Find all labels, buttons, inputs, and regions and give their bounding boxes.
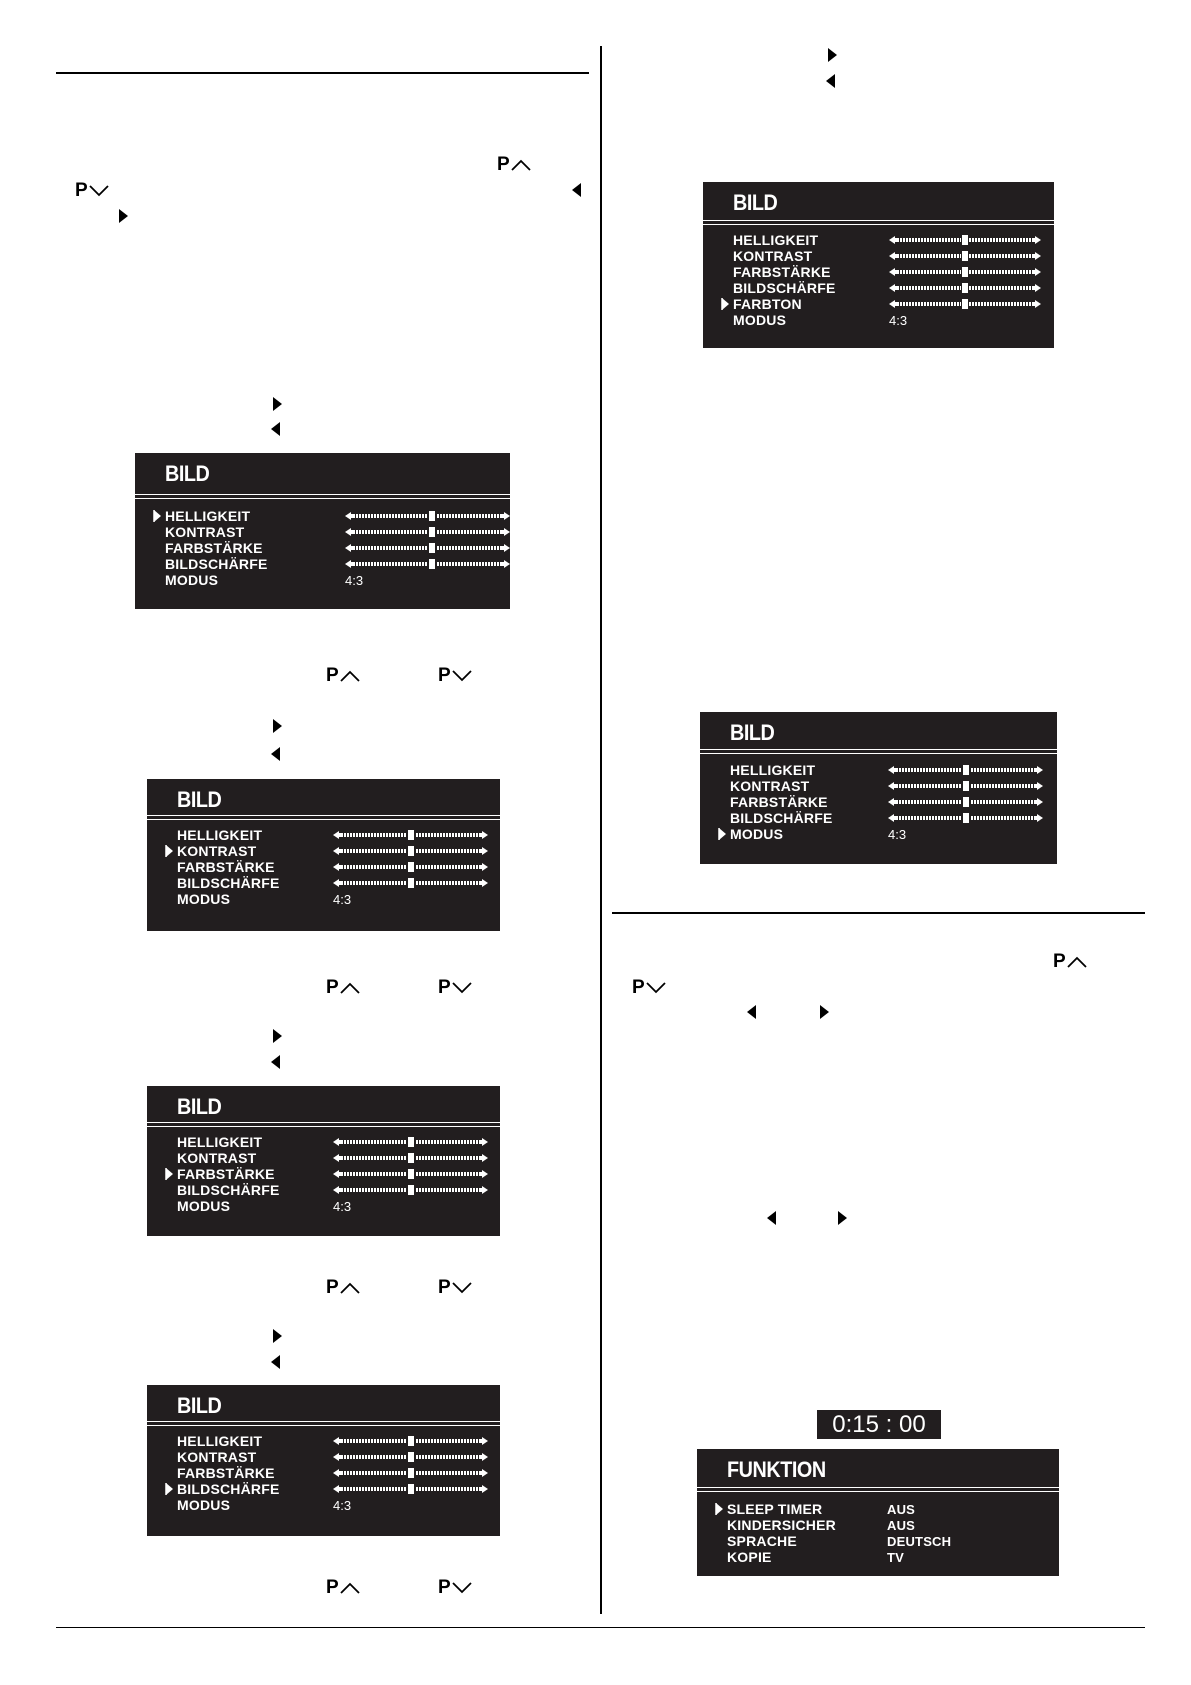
arrow-left-icon	[345, 527, 353, 537]
menu-item[interactable]	[733, 280, 836, 296]
menu-item-label: KONTRAST	[165, 524, 245, 540]
menu-item-value: 4:3	[333, 1198, 352, 1214]
arrow-right-icon	[502, 559, 510, 569]
slider-knob[interactable]	[962, 780, 970, 792]
chevron-up-icon	[510, 158, 532, 172]
arrow-right-icon	[480, 830, 488, 840]
menu-item-value: AUS	[887, 1501, 916, 1517]
chevron-up-icon	[339, 669, 361, 683]
arrow-left-icon	[888, 765, 896, 775]
arrow-left-icon	[345, 559, 353, 569]
p-label: P	[326, 1277, 339, 1298]
value-slider[interactable]	[889, 283, 1041, 293]
menu-item-label: SPRACHE	[727, 1533, 797, 1549]
menu-item-value: AUS	[887, 1517, 916, 1533]
menu-item[interactable]	[730, 778, 833, 794]
selection-cursor-icon	[153, 510, 161, 522]
arrow-left-icon	[889, 299, 897, 309]
p-label: P	[438, 665, 451, 686]
value-slider[interactable]	[888, 813, 1043, 823]
menu-item[interactable]	[177, 1150, 280, 1166]
menu-item[interactable]	[727, 1517, 916, 1533]
arrow-left-icon	[889, 283, 897, 293]
p-down-symbol	[438, 1278, 473, 1297]
value-slider[interactable]	[333, 1185, 488, 1195]
chevron-down-icon	[645, 981, 667, 995]
arrow-left-icon	[333, 1169, 341, 1179]
value-slider[interactable]	[345, 511, 510, 521]
slider-knob[interactable]	[962, 812, 970, 824]
menu-item-label: HELLIGKEIT	[165, 508, 251, 524]
selection-cursor-icon	[721, 298, 729, 310]
menu-item[interactable]	[165, 508, 268, 524]
value-slider[interactable]	[889, 299, 1041, 309]
value-slider[interactable]	[333, 878, 488, 888]
arrow-left-icon	[333, 1153, 341, 1163]
menu-item[interactable]	[730, 810, 833, 826]
bild-menu-contrast	[147, 779, 500, 931]
chevron-down-icon	[451, 1281, 473, 1295]
value-slider[interactable]	[333, 1468, 488, 1478]
arrow-left-icon	[747, 1005, 756, 1019]
value-slider[interactable]	[333, 1436, 488, 1446]
arrow-right-icon	[273, 1029, 282, 1043]
menu-item-value: 4:3	[889, 312, 908, 328]
menu-title: BILD	[177, 1393, 222, 1418]
arrow-left-icon	[333, 878, 341, 888]
menu-item-value: 4:3	[333, 891, 352, 907]
arrow-right-icon	[1033, 235, 1041, 245]
menu-item[interactable]	[733, 264, 836, 280]
menu-item[interactable]	[165, 556, 268, 572]
menu-item-label: KONTRAST	[177, 1449, 257, 1465]
menu-item-label: FARBSTÄRKE	[733, 264, 831, 280]
selection-cursor-icon	[165, 1483, 173, 1495]
slider-knob[interactable]	[961, 266, 969, 278]
arrow-left-icon	[888, 797, 896, 807]
slider-knob[interactable]	[961, 282, 969, 294]
menu-item-value: 4:3	[345, 572, 364, 588]
slider-knob[interactable]	[428, 526, 436, 538]
menu-item-value: 4:3	[888, 826, 907, 842]
slider-knob[interactable]	[407, 1168, 415, 1180]
value-slider[interactable]	[889, 267, 1041, 277]
menu-item[interactable]	[165, 572, 364, 588]
menu-item[interactable]	[177, 891, 352, 907]
chevron-up-icon	[1066, 955, 1088, 969]
arrow-right-icon	[273, 397, 282, 411]
slider-knob[interactable]	[407, 845, 415, 857]
selection-cursor-icon	[715, 1503, 723, 1515]
chevron-down-icon	[88, 184, 110, 198]
value-slider[interactable]	[345, 527, 510, 537]
arrow-right-icon	[820, 1005, 829, 1019]
value-slider[interactable]	[333, 846, 488, 856]
bild-menu-brightness	[135, 453, 510, 609]
arrow-left-icon	[271, 1055, 280, 1069]
menu-item-label: FARBSTÄRKE	[165, 540, 263, 556]
arrow-left-icon	[889, 251, 897, 261]
value-slider[interactable]	[333, 1137, 488, 1147]
arrow-right-icon	[480, 862, 488, 872]
menu-item[interactable]	[177, 1449, 280, 1465]
section-rule-right	[612, 912, 1145, 914]
slider-knob[interactable]	[407, 829, 415, 841]
menu-item[interactable]	[165, 540, 268, 556]
menu-item-label: MODUS	[730, 826, 784, 842]
menu-item-label: MODUS	[177, 1497, 231, 1513]
value-slider[interactable]	[333, 862, 488, 872]
arrow-left-icon	[345, 511, 353, 521]
slider-knob[interactable]	[962, 796, 970, 808]
menu-item[interactable]	[177, 1182, 280, 1198]
menu-item[interactable]	[727, 1501, 916, 1517]
menu-item-label: FARBSTÄRKE	[730, 794, 828, 810]
slider-knob[interactable]	[428, 558, 436, 570]
menu-item-label: FARBSTÄRKE	[177, 859, 275, 875]
arrow-left-icon	[333, 1137, 341, 1147]
menu-item-label: KINDERSICHER	[727, 1517, 836, 1533]
menu-item-label: KONTRAST	[177, 1150, 257, 1166]
menu-item[interactable]	[727, 1549, 905, 1565]
p-label: P	[326, 665, 339, 686]
menu-item-label: HELLIGKEIT	[177, 1433, 263, 1449]
selection-cursor-icon	[165, 845, 173, 857]
p-label: P	[326, 977, 339, 998]
slider-knob[interactable]	[428, 542, 436, 554]
slider-knob[interactable]	[407, 1467, 415, 1479]
menu-item-label: KONTRAST	[733, 248, 813, 264]
menu-item-label: BILDSCHÄRFE	[177, 1182, 280, 1198]
bild-menu-color	[147, 1086, 500, 1236]
arrow-left-icon	[888, 813, 896, 823]
selection-cursor-icon	[165, 1168, 173, 1180]
arrow-left-icon	[889, 267, 897, 277]
column-divider	[600, 46, 602, 1614]
arrow-right-icon	[480, 1468, 488, 1478]
value-slider[interactable]	[888, 797, 1043, 807]
arrow-right-icon	[480, 1169, 488, 1179]
arrow-right-icon	[273, 1329, 282, 1343]
bild-menu-sharpness	[147, 1385, 500, 1536]
top-rule-left	[56, 72, 589, 74]
arrow-right-icon	[480, 1452, 488, 1462]
arrow-right-icon	[480, 1137, 488, 1147]
menu-item[interactable]	[733, 296, 836, 312]
menu-item[interactable]	[177, 1433, 280, 1449]
menu-item-label: HELLIGKEIT	[733, 232, 819, 248]
slider-knob[interactable]	[428, 510, 436, 522]
value-slider[interactable]	[333, 1484, 488, 1494]
arrow-left-icon	[826, 74, 835, 88]
p-label: P	[1053, 951, 1066, 972]
menu-item[interactable]	[165, 524, 268, 540]
arrow-right-icon	[480, 846, 488, 856]
menu-item[interactable]	[177, 1198, 352, 1214]
arrow-right-icon	[273, 719, 282, 733]
menu-item[interactable]	[730, 762, 833, 778]
value-slider[interactable]	[345, 543, 510, 553]
arrow-left-icon	[572, 183, 581, 197]
p-up-symbol	[326, 666, 361, 685]
arrow-left-icon	[889, 235, 897, 245]
menu-item-label: MODUS	[177, 1198, 231, 1214]
p-down-symbol	[632, 978, 667, 997]
menu-item[interactable]	[733, 248, 836, 264]
menu-item[interactable]	[727, 1533, 952, 1549]
arrow-left-icon	[333, 1484, 341, 1494]
p-label: P	[438, 1577, 451, 1598]
arrow-right-icon	[1033, 251, 1041, 261]
funktion-menu	[697, 1449, 1059, 1576]
p-up-symbol	[326, 1278, 361, 1297]
menu-item-value: DEUTSCH	[887, 1533, 952, 1549]
menu-item[interactable]	[177, 1465, 280, 1481]
p-down-symbol	[438, 1578, 473, 1597]
chevron-down-icon	[451, 669, 473, 683]
menu-item-label: FARBTON	[733, 296, 802, 312]
arrow-left-icon	[333, 1452, 341, 1462]
arrow-left-icon	[271, 1355, 280, 1369]
menu-item-label: BILDSCHÄRFE	[177, 875, 280, 891]
arrow-right-icon	[502, 527, 510, 537]
menu-item-label: KOPIE	[727, 1549, 772, 1565]
selection-cursor-icon	[718, 828, 726, 840]
p-up-symbol	[1053, 952, 1088, 971]
p-up-symbol	[497, 155, 532, 174]
arrow-right-icon	[1033, 299, 1041, 309]
slider-knob[interactable]	[407, 1136, 415, 1148]
chevron-up-icon	[339, 1281, 361, 1295]
slider-knob[interactable]	[961, 234, 969, 246]
menu-item-label: HELLIGKEIT	[177, 827, 263, 843]
arrow-left-icon	[888, 781, 896, 791]
arrow-right-icon	[480, 878, 488, 888]
menu-item-label: HELLIGKEIT	[177, 1134, 263, 1150]
menu-item-label: FARBSTÄRKE	[177, 1166, 275, 1182]
value-slider[interactable]	[888, 781, 1043, 791]
p-label: P	[497, 154, 510, 175]
arrow-left-icon	[271, 422, 280, 436]
chevron-up-icon	[339, 981, 361, 995]
menu-title: BILD	[177, 787, 222, 812]
arrow-left-icon	[333, 1436, 341, 1446]
arrow-right-icon	[1035, 813, 1043, 823]
menu-title: BILD	[165, 461, 210, 486]
arrow-left-icon	[345, 543, 353, 553]
arrow-right-icon	[1035, 797, 1043, 807]
menu-item[interactable]	[177, 827, 280, 843]
p-label: P	[632, 977, 645, 998]
menu-item[interactable]	[730, 826, 907, 842]
p-label: P	[438, 977, 451, 998]
arrow-right-icon	[1033, 283, 1041, 293]
menu-item-label: SLEEP TIMER	[727, 1501, 823, 1517]
slider-knob[interactable]	[407, 877, 415, 889]
arrow-left-icon	[333, 846, 341, 856]
menu-item-label: KONTRAST	[730, 778, 810, 794]
value-slider[interactable]	[333, 1153, 488, 1163]
value-slider[interactable]	[889, 251, 1041, 261]
sleep-timer-display: 0:15 : 00	[817, 1410, 941, 1439]
menu-item[interactable]	[177, 859, 280, 875]
menu-title: BILD	[177, 1094, 222, 1119]
arrow-right-icon	[502, 511, 510, 521]
chevron-down-icon	[451, 1581, 473, 1595]
arrow-right-icon	[1035, 765, 1043, 775]
value-slider[interactable]	[888, 765, 1043, 775]
p-label: P	[438, 1277, 451, 1298]
value-slider[interactable]	[333, 830, 488, 840]
p-down-symbol	[75, 181, 110, 200]
arrow-right-icon	[828, 48, 837, 62]
p-up-symbol	[326, 978, 361, 997]
slider-knob[interactable]	[962, 764, 970, 776]
menu-item-label: MODUS	[177, 891, 231, 907]
bottom-rule	[56, 1627, 1145, 1628]
menu-item[interactable]	[177, 843, 280, 859]
value-slider[interactable]	[333, 1452, 488, 1462]
arrow-left-icon	[333, 830, 341, 840]
menu-item-label: KONTRAST	[177, 843, 257, 859]
menu-item[interactable]	[177, 1481, 280, 1497]
p-down-symbol	[438, 666, 473, 685]
menu-item-value: TV	[887, 1549, 905, 1565]
p-down-symbol	[438, 978, 473, 997]
menu-item-label: MODUS	[733, 312, 787, 328]
value-slider[interactable]	[345, 559, 510, 569]
slider-knob[interactable]	[407, 1451, 415, 1463]
arrow-right-icon	[1035, 781, 1043, 791]
value-slider[interactable]	[333, 1169, 488, 1179]
slider-knob[interactable]	[407, 1152, 415, 1164]
p-label: P	[75, 180, 88, 201]
slider-knob[interactable]	[407, 1483, 415, 1495]
menu-item[interactable]	[177, 1166, 280, 1182]
bild-menu-mode	[700, 712, 1057, 864]
menu-title: BILD	[733, 190, 778, 215]
slider-knob[interactable]	[407, 1435, 415, 1447]
menu-item-label: MODUS	[165, 572, 219, 588]
menu-item-label: BILDSCHÄRFE	[165, 556, 268, 572]
arrow-left-icon	[333, 1468, 341, 1478]
slider-knob[interactable]	[961, 298, 969, 310]
slider-knob[interactable]	[407, 1184, 415, 1196]
menu-item[interactable]	[177, 875, 280, 891]
menu-item-label: BILDSCHÄRFE	[730, 810, 833, 826]
arrow-right-icon	[119, 209, 128, 223]
arrow-left-icon	[271, 747, 280, 761]
menu-item-value: 4:3	[333, 1497, 352, 1513]
p-up-symbol	[326, 1578, 361, 1597]
arrow-right-icon	[480, 1185, 488, 1195]
arrow-right-icon	[1033, 267, 1041, 277]
menu-item-label: FARBSTÄRKE	[177, 1465, 275, 1481]
chevron-down-icon	[451, 981, 473, 995]
p-label: P	[326, 1577, 339, 1598]
menu-title: FUNKTION	[727, 1457, 826, 1482]
value-slider[interactable]	[889, 235, 1041, 245]
menu-item[interactable]	[733, 312, 908, 328]
arrow-right-icon	[480, 1153, 488, 1163]
menu-item[interactable]	[177, 1134, 280, 1150]
slider-knob[interactable]	[407, 861, 415, 873]
arrow-right-icon	[502, 543, 510, 553]
menu-item-label: HELLIGKEIT	[730, 762, 816, 778]
slider-knob[interactable]	[961, 250, 969, 262]
arrow-right-icon	[480, 1436, 488, 1446]
menu-item-label: BILDSCHÄRFE	[177, 1481, 280, 1497]
menu-item[interactable]	[177, 1497, 352, 1513]
menu-item-label: BILDSCHÄRFE	[733, 280, 836, 296]
menu-title: BILD	[730, 720, 775, 745]
bild-menu-hue	[703, 182, 1054, 348]
arrow-left-icon	[333, 1185, 341, 1195]
arrow-left-icon	[333, 862, 341, 872]
arrow-right-icon	[480, 1484, 488, 1494]
menu-item[interactable]	[730, 794, 833, 810]
arrow-right-icon	[838, 1211, 847, 1225]
menu-item[interactable]	[733, 232, 836, 248]
chevron-up-icon	[339, 1581, 361, 1595]
arrow-left-icon	[767, 1211, 776, 1225]
